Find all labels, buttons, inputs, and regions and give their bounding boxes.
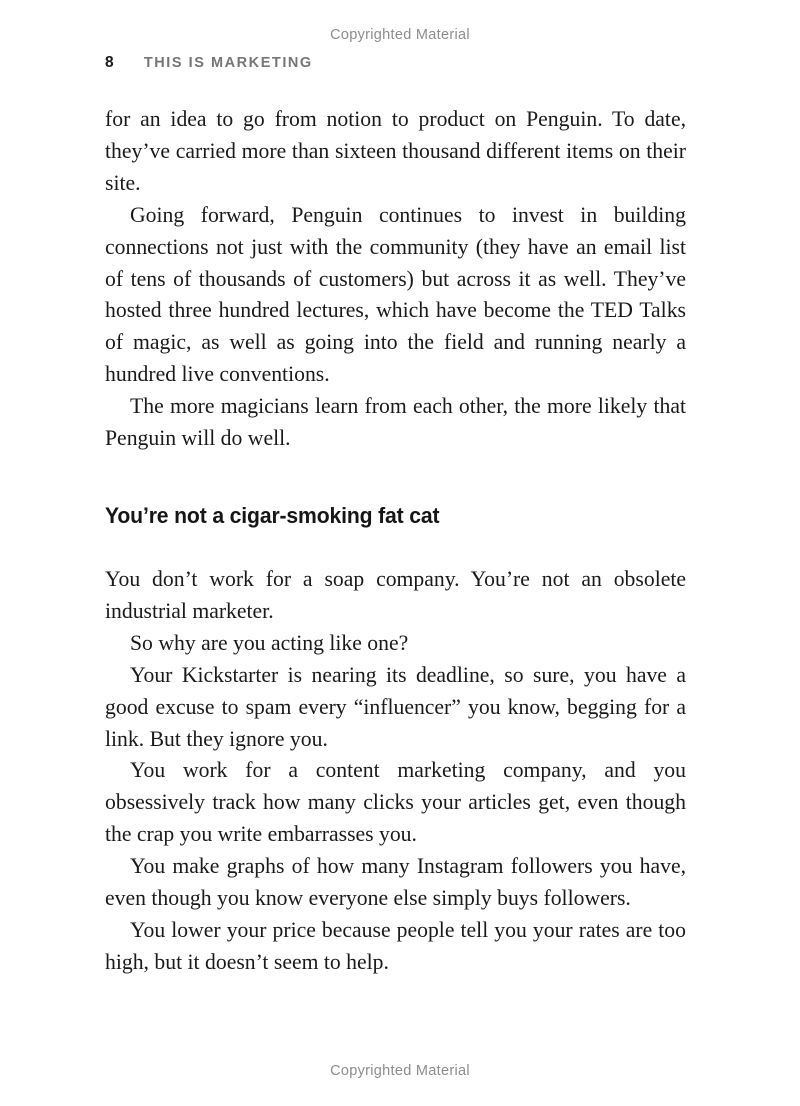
paragraph: Going forward, Penguin continues to invest in building connections not just with the community (they have an email list of tens of thousands of customers) but across it as well. They’ve hosted three hundred lectures, which have become the TED Talks of magic, as well as going into the field and running nearly a hundred live conventions. xyxy=(105,202,686,387)
section-heading-block xyxy=(105,502,686,530)
watermark-top: Copyrighted Material xyxy=(330,27,470,43)
text-column xyxy=(105,104,686,979)
page-number: 8 xyxy=(105,54,114,71)
paragraph: So why are you acting like one? xyxy=(130,630,409,655)
paragraph-continuation: for an idea to go from notion to product on Penguin. To date, they’ve carried more than sixteen thousand different items on their site. xyxy=(105,107,686,195)
watermark-bottom: Copyrighted Material xyxy=(330,1063,470,1079)
paragraph: You work for a content marketing company, and you obsessively track how many clicks your articles get, even though the crap you write embarrasses you. xyxy=(105,758,686,847)
running-head xyxy=(105,54,313,72)
paragraph: You make graphs of how many Instagram followers you have, even though you know everyone else simply buys followers. xyxy=(105,854,686,911)
paragraph: Your Kickstarter is nearing its deadline, so sure, you have a good excuse to spam every “influencer” you know, begging for a link. But they ignore you. xyxy=(105,662,686,751)
paragraph: You lower your price because people tell you your rates are too high, but it doesn’t seem to help. xyxy=(105,917,686,974)
running-title: THIS IS MARKETING xyxy=(143,55,313,71)
paragraph: The more magicians learn from each other, the more likely that Penguin will do well. xyxy=(105,394,686,451)
section-heading: You’re not a cigar-smoking fat cat xyxy=(105,502,440,528)
paragraph: You don’t work for a soap company. You’re not an obsolete industrial marketer. xyxy=(105,566,686,623)
